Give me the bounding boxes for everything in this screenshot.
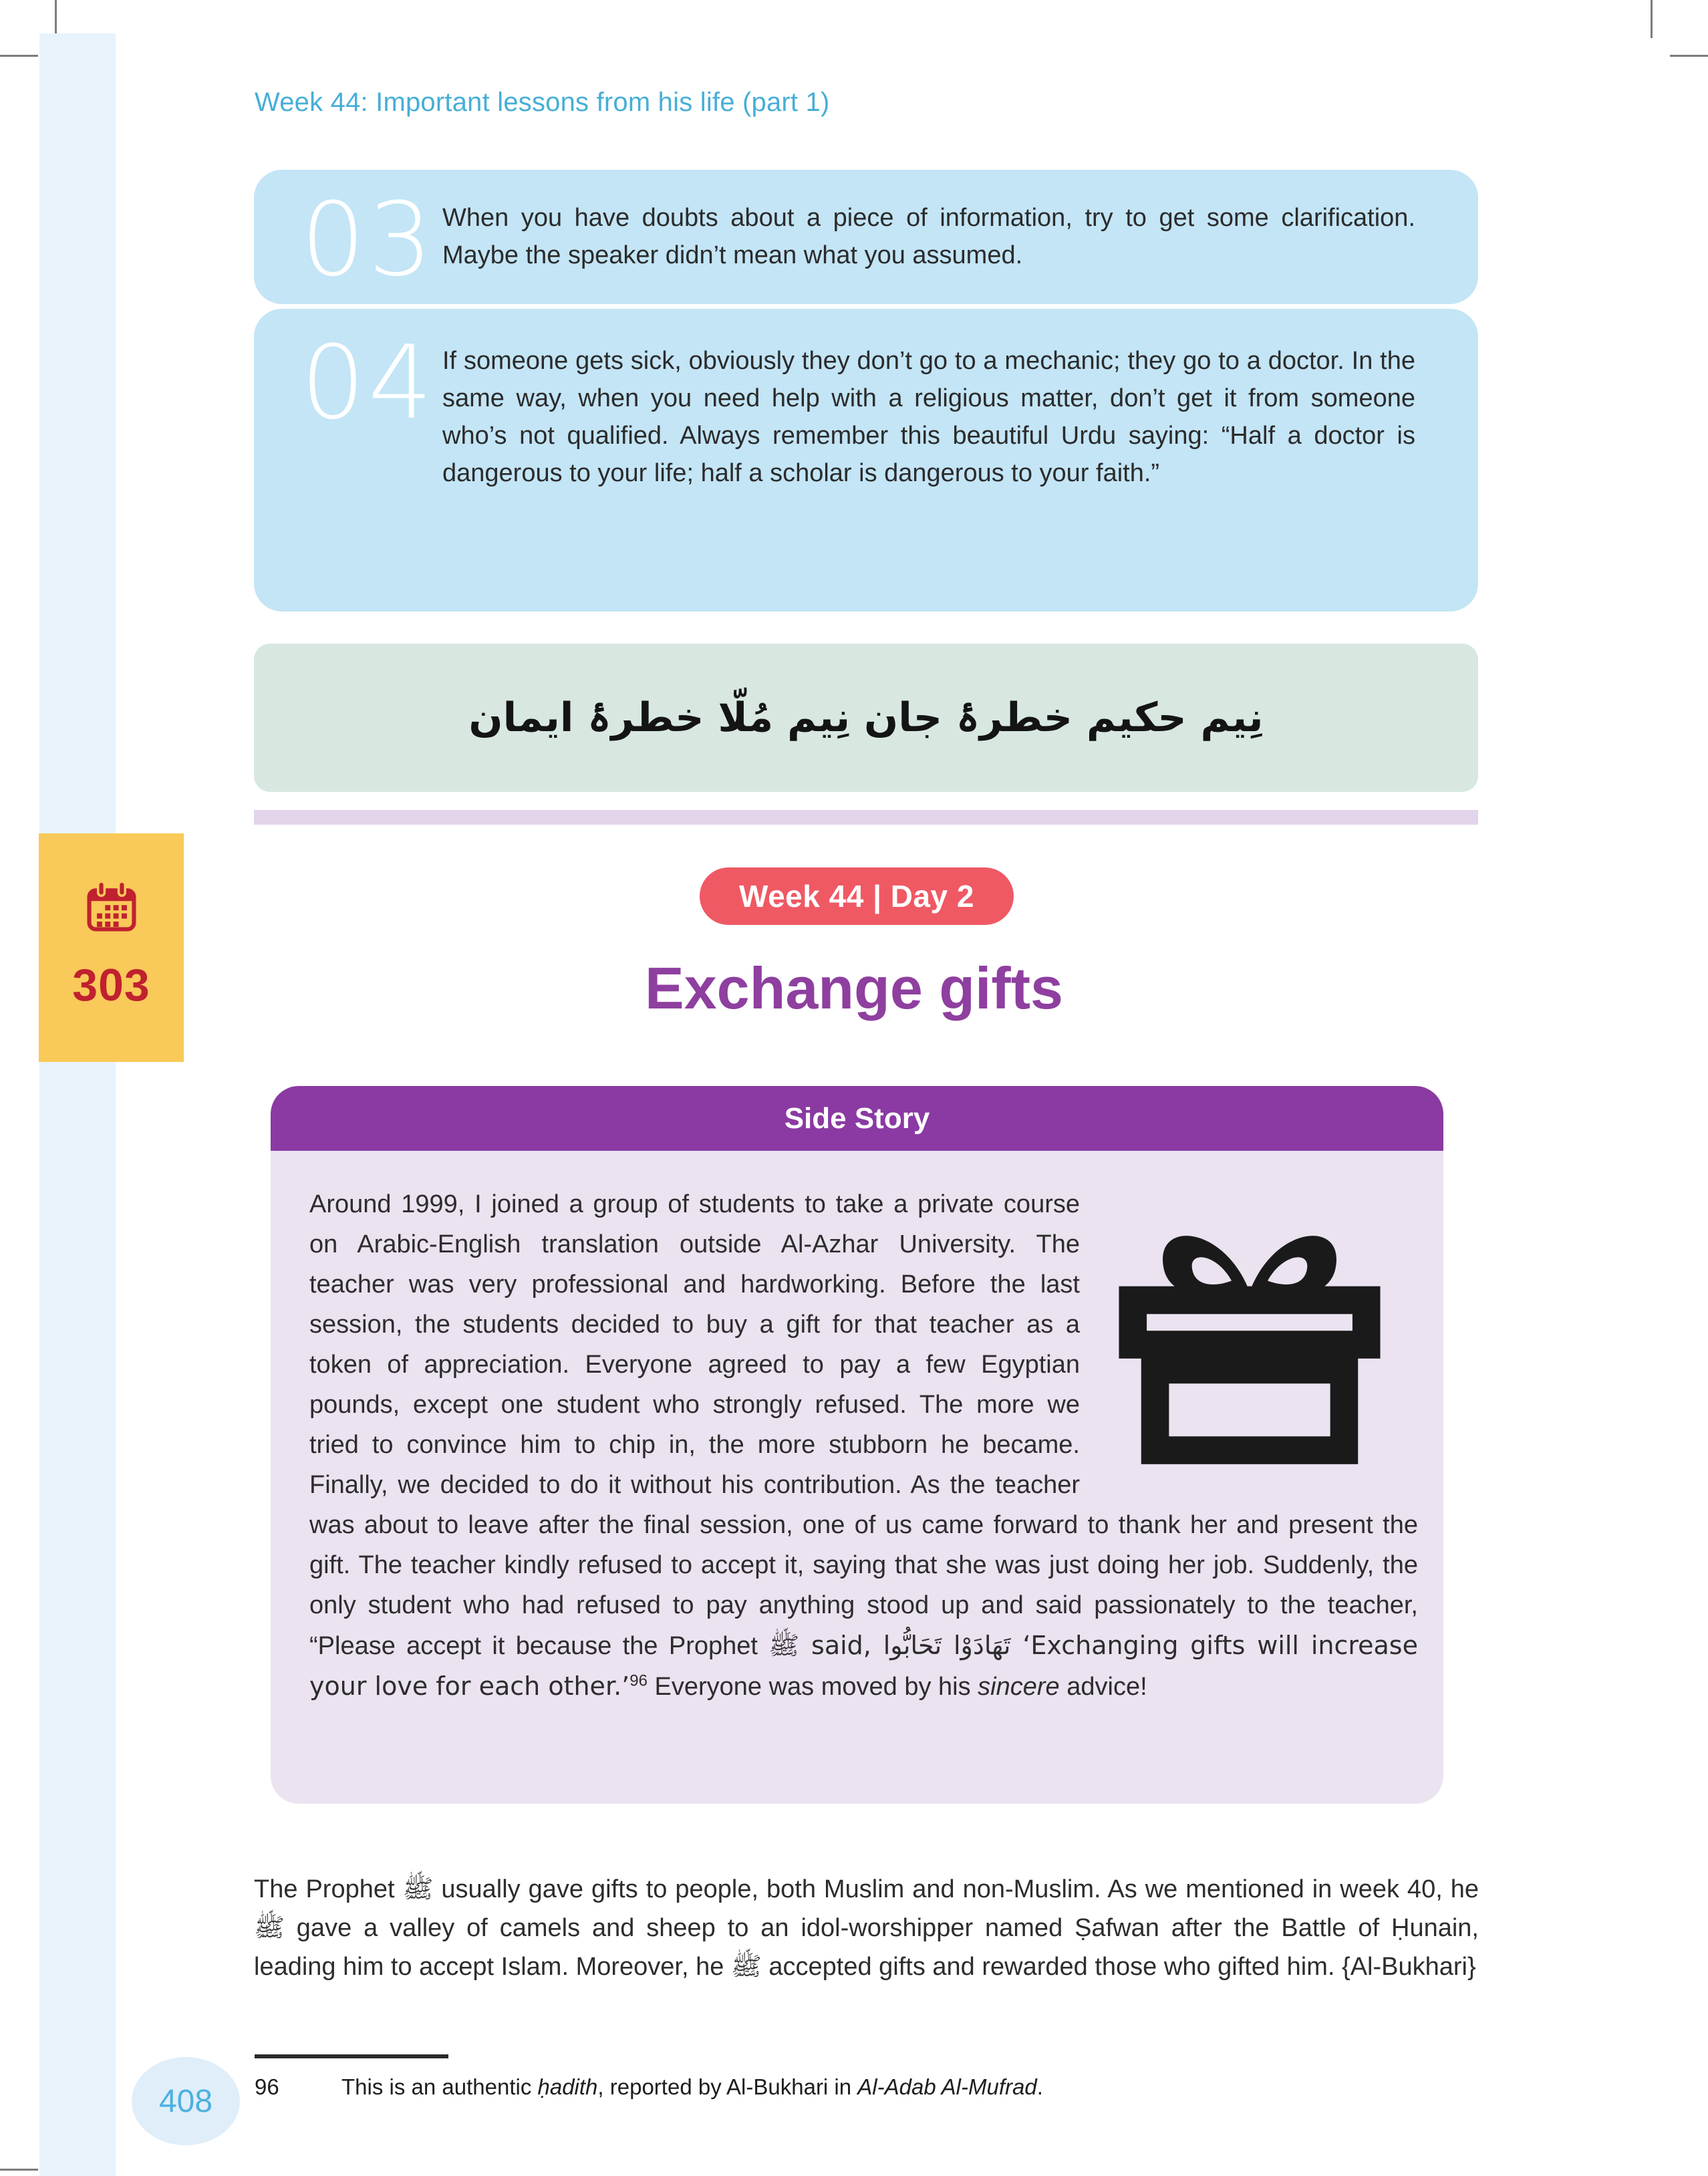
footnote-reference: 96 — [629, 1671, 648, 1690]
body-text-part: accepted gifts and rewarded those who gifted him. {Al-Bukhari} — [761, 1953, 1476, 1981]
page-title: Exchange gifts — [645, 955, 1063, 1021]
calendar-icon — [82, 877, 141, 936]
side-story-body — [271, 1151, 1443, 1804]
week-day-badge: Week 44 | Day 2 — [700, 867, 1014, 925]
crop-mark — [1670, 55, 1708, 57]
crop-mark — [1651, 0, 1653, 38]
chapter-header: Week 44: Important lessons from his life (part 1) — [255, 88, 830, 117]
gift-icon — [1109, 1206, 1390, 1484]
footnote-text-part: . — [1036, 2074, 1043, 2099]
body-text-part: The Prophet — [254, 1875, 403, 1903]
day-counter-box — [39, 833, 184, 1062]
pbuh-honorific: ﷺ — [730, 1951, 762, 1981]
lesson-text: If someone gets sick, obviously they don’t go to a mechanic; they go to a doctor. In the same way, when you need help with a religious matter, don’t get it from someone who’s not qualified. Always remember this beautiful Urdu saying: “Half a doctor is dangerous to your life; half a scholar is dangerous to your faith.” — [442, 347, 1415, 487]
footnote-italic: Al-Adab Al-Mufrad — [857, 2074, 1037, 2099]
page-number-badge — [132, 2057, 240, 2145]
side-story-box — [271, 1086, 1443, 1804]
lesson-card-03 — [254, 170, 1478, 304]
emphasized-word: sincere — [978, 1673, 1060, 1701]
lesson-text: When you have doubts about a piece of information, try to get some clarification. Maybe the speaker didn’t mean what you assumed. — [442, 204, 1415, 269]
footnote-text — [341, 2074, 1043, 2100]
story-text-part: advice! — [1059, 1673, 1147, 1701]
footnote-italic: ḥadith — [537, 2074, 598, 2099]
body-text-part: gave a valley of camels and sheep to an idol-worshipper named Ṣafwan after the Battle of Ḥunain, leading him to accept Islam. Moreover, he — [254, 1914, 1479, 1981]
sidebar-strip — [39, 33, 116, 2176]
section-divider — [254, 810, 1478, 825]
footnote-text-part: , reported by Al-Bukhari in — [597, 2074, 858, 2099]
crop-mark — [0, 2169, 38, 2171]
lesson-number: 03 — [301, 180, 436, 299]
pbuh-honorific: ﷺ — [254, 1913, 285, 1942]
day-number: 303 — [72, 960, 150, 1010]
footnote-text-part: This is an authentic — [341, 2074, 538, 2099]
urdu-quote-text: نِیم حکیم خطرۂ جان نِیم مُلّا خطرۂ ایمان — [468, 694, 1264, 741]
crop-mark — [0, 55, 38, 57]
footnote — [255, 2074, 1391, 2100]
body-text-part: usually gave gifts to people, both Muslim and non-Muslim. As we mentioned in week 40, he — [433, 1875, 1479, 1903]
urdu-quote-box — [254, 644, 1478, 792]
side-story-header: Side Story — [271, 1086, 1443, 1151]
footnote-divider — [255, 2054, 448, 2058]
story-text-part: Everyone was moved by his — [647, 1673, 978, 1701]
pbuh-honorific: ﷺ — [402, 1874, 434, 1903]
footnote-number: 96 — [255, 2074, 279, 2099]
story-text-part: Around 1999, I joined a group of students to take a private course on Arabic-English translation outside Al-Azhar University. The teacher was very professional and hardworking. Before the last session, the students decided to buy a gift for that teacher as a token of appreciation. Everyone agreed to pay a few Egyptian pounds, except one student who strongly refused. The more we tried to convince him to chip in, the more stubborn he became. Finally, we decided to do it without his contribution. As the teacher was about to leave after the final session, one of us came forward to thank her and present the gift. The teacher kindly refused to accept it, saying that she was just doing her job. Suddenly, the only student who had refused to pay anything stood up and said passionately to the teacher, “Please accept it because the Prophet — [309, 1190, 1418, 1660]
story-text-arabic: said, تَهَادَوْا تَحَابُّوا ‘Exchanging gifts will increase your love for each other.’ — [309, 1631, 1418, 1701]
lesson-card-04 — [254, 309, 1478, 611]
pbuh-honorific: ﷺ — [768, 1631, 800, 1660]
lesson-number: 04 — [301, 323, 436, 442]
body-paragraph — [254, 1870, 1479, 1986]
page-number: 408 — [158, 2083, 213, 2119]
crop-mark — [55, 0, 57, 38]
